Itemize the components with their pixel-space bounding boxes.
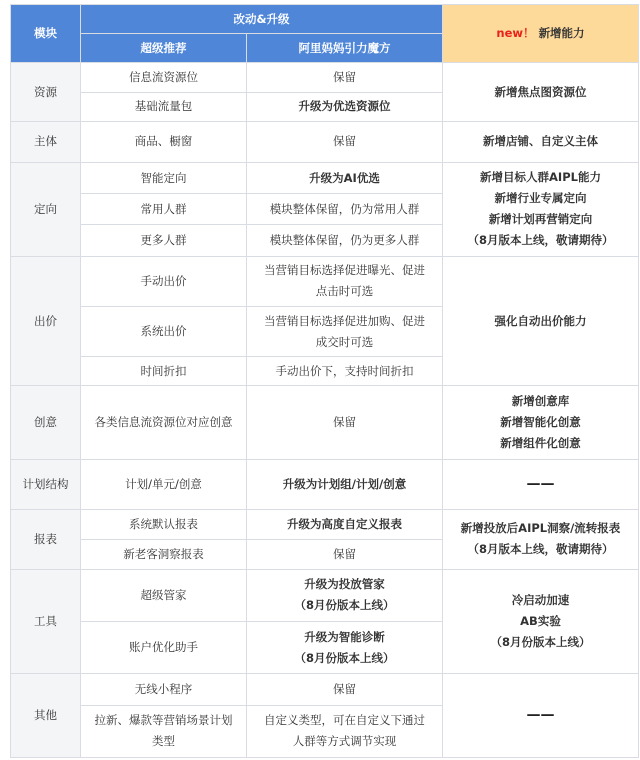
category-bidding: 出价 bbox=[11, 256, 81, 386]
cell-super bbox=[81, 705, 247, 757]
cell-magic: 升级为高度自定义报表 bbox=[247, 510, 443, 540]
cell-magic: 升级为计划组/计划/创意 bbox=[247, 459, 443, 509]
cell-new bbox=[443, 386, 639, 459]
cell-line: 当营销目标选择促进加购、促进 bbox=[264, 313, 425, 328]
cell-new-dash: —— bbox=[443, 674, 639, 758]
cell-super: 时间折扣 bbox=[81, 357, 247, 386]
table-row bbox=[11, 163, 639, 194]
new-line: 新增目标人群AIPL能力 bbox=[480, 170, 601, 185]
cell-super: 基础流量包 bbox=[81, 92, 247, 121]
cell-magic: 保留 bbox=[247, 540, 443, 569]
table-row bbox=[11, 459, 639, 509]
cell-new-dash: —— bbox=[443, 459, 639, 509]
table-row bbox=[11, 510, 639, 540]
new-line: 冷启动加速 bbox=[511, 593, 570, 607]
cell-line: 升级为投放管家 bbox=[304, 577, 385, 592]
table-row bbox=[11, 569, 639, 621]
cell-super: 各类信息流资源位对应创意 bbox=[81, 386, 247, 459]
category-report: 报表 bbox=[11, 510, 81, 569]
header-magic-cube: 阿里妈妈引力魔方 bbox=[247, 34, 443, 63]
new-line: （8月份版本上线） bbox=[490, 635, 591, 649]
new-line: 新增智能化创意 bbox=[500, 415, 581, 430]
header-module: 模块 bbox=[11, 5, 81, 63]
category-targeting: 定向 bbox=[11, 163, 81, 257]
new-line: 新增组件化创意 bbox=[500, 436, 581, 451]
header-changes-group: 改动&升级 bbox=[81, 5, 443, 34]
new-line: AB实验 bbox=[520, 614, 561, 628]
cell-line: （8月份版本上线） bbox=[294, 650, 395, 665]
cell-line: 成交时可选 bbox=[315, 334, 374, 349]
cell-super: 系统出价 bbox=[81, 306, 247, 356]
cell-super: 更多人群 bbox=[81, 225, 247, 256]
category-other: 其他 bbox=[11, 674, 81, 758]
new-line: （8月版本上线，敬请期待） bbox=[467, 233, 614, 248]
table-row bbox=[11, 121, 639, 162]
category-structure: 计划结构 bbox=[11, 459, 81, 509]
feature-comparison-table bbox=[10, 4, 639, 758]
cell-line: 拉新、爆款等营销场景计划 bbox=[94, 713, 233, 728]
cell-magic bbox=[247, 306, 443, 356]
table-row bbox=[11, 386, 639, 459]
cell-magic bbox=[247, 569, 443, 621]
cell-super: 账户优化助手 bbox=[81, 622, 247, 674]
cell-super: 超级管家 bbox=[81, 569, 247, 621]
cell-new bbox=[443, 163, 639, 257]
cell-line: 类型 bbox=[152, 734, 175, 749]
cell-line: 人群等方式调节实现 bbox=[292, 734, 397, 749]
cell-super: 信息流资源位 bbox=[81, 63, 247, 92]
cell-line: 升级为智能诊断 bbox=[304, 629, 385, 644]
new-line: 新增投放后AIPL洞察/流转报表 bbox=[460, 521, 621, 536]
cell-magic bbox=[247, 622, 443, 674]
cell-magic: 手动出价下，支持时间折扣 bbox=[247, 357, 443, 386]
cell-super: 系统默认报表 bbox=[81, 510, 247, 540]
cell-magic bbox=[247, 256, 443, 306]
cell-line: 点击时可选 bbox=[315, 284, 374, 299]
cell-magic: 模块整体保留，仍为常用人群 bbox=[247, 194, 443, 225]
cell-magic: 模块整体保留，仍为更多人群 bbox=[247, 225, 443, 256]
new-line: 新增行业专属定向 bbox=[494, 191, 587, 206]
table-row bbox=[11, 256, 639, 306]
cell-line: 当营销目标选择促进曝光、促进 bbox=[264, 263, 425, 278]
cell-line: （8月份版本上线） bbox=[294, 598, 395, 613]
cell-new bbox=[443, 569, 639, 674]
cell-new: 新增店铺、自定义主体 bbox=[443, 121, 639, 162]
cell-super: 商品、橱窗 bbox=[81, 121, 247, 162]
cell-line: 自定义类型，可在自定义下通过 bbox=[264, 713, 425, 728]
cell-magic: 保留 bbox=[247, 674, 443, 705]
new-line: 新增创意库 bbox=[511, 394, 570, 409]
cell-magic bbox=[247, 705, 443, 757]
cell-super: 手动出价 bbox=[81, 256, 247, 306]
cell-new bbox=[443, 510, 639, 569]
header-super-recommend: 超级推荐 bbox=[81, 34, 247, 63]
category-tools: 工具 bbox=[11, 569, 81, 674]
category-resource: 资源 bbox=[11, 63, 81, 121]
cell-super: 计划/单元/创意 bbox=[81, 459, 247, 509]
header-new-capability-label: 新增能力 bbox=[538, 26, 585, 41]
header-new-capability bbox=[443, 5, 639, 63]
cell-magic: 升级为优选资源位 bbox=[247, 92, 443, 121]
cell-new: 新增焦点图资源位 bbox=[443, 63, 639, 121]
table-row bbox=[11, 674, 639, 705]
cell-super: 智能定向 bbox=[81, 163, 247, 194]
cell-magic: 保留 bbox=[247, 121, 443, 162]
cell-new: 强化自动出价能力 bbox=[443, 256, 639, 386]
table-row bbox=[11, 63, 639, 92]
category-creative: 创意 bbox=[11, 386, 81, 459]
new-line: 新增计划再营销定向 bbox=[488, 212, 593, 227]
new-tag: new！ bbox=[496, 26, 535, 41]
category-subject: 主体 bbox=[11, 121, 81, 162]
cell-magic: 保留 bbox=[247, 386, 443, 459]
cell-super: 新老客洞察报表 bbox=[81, 540, 247, 569]
cell-super: 常用人群 bbox=[81, 194, 247, 225]
new-line: （8月版本上线，敬请期待） bbox=[467, 542, 614, 557]
cell-magic: 保留 bbox=[247, 63, 443, 92]
cell-super: 无线小程序 bbox=[81, 674, 247, 705]
cell-magic: 升级为AI优选 bbox=[247, 163, 443, 194]
